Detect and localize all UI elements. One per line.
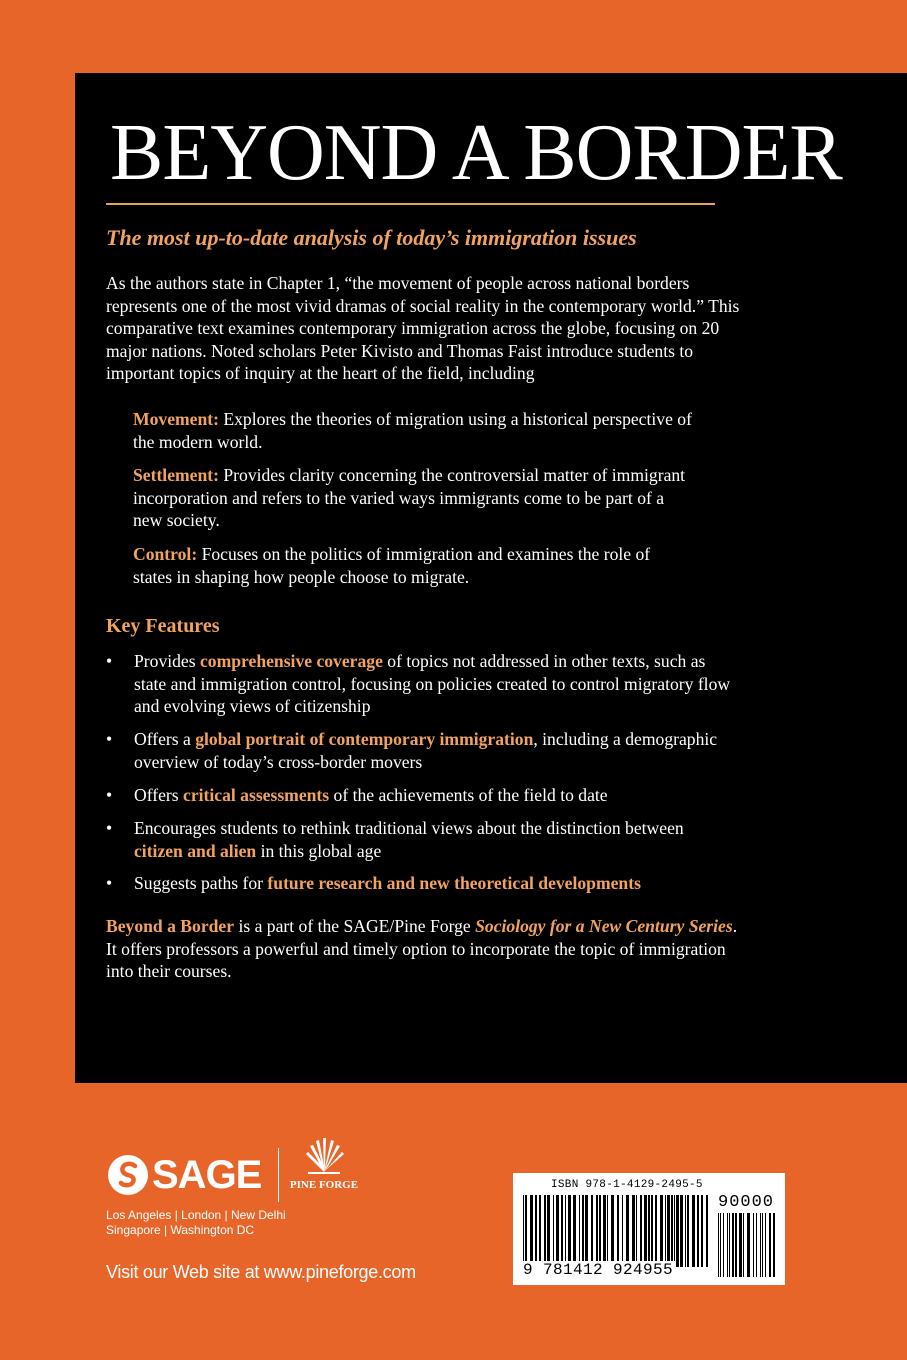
barcode-bar [539, 1195, 541, 1267]
barcode-bar [599, 1195, 601, 1267]
barcode-bar [632, 1195, 635, 1267]
title-divider [106, 203, 715, 205]
sage-wordmark: SAGE [152, 1152, 262, 1197]
barcode-bar [596, 1195, 598, 1267]
barcode-bar [530, 1195, 533, 1267]
barcode-bar [561, 1195, 563, 1267]
barcode-bar [762, 1213, 763, 1277]
barcode-digits: 9 781412 924955 [523, 1261, 674, 1279]
feature-highlight: global portrait of contemporary immigration [195, 729, 534, 749]
topic-label: Control: [133, 544, 198, 564]
bullet-icon: • [106, 729, 113, 749]
barcode-bar [640, 1195, 642, 1267]
topic-settlement [133, 464, 693, 532]
barcode-bar [706, 1195, 708, 1267]
bullet-icon: • [106, 785, 113, 805]
topic-label: Settlement: [133, 465, 219, 485]
barcode-bar [568, 1195, 571, 1267]
barcode-bar [747, 1213, 750, 1277]
barcode-bar [651, 1195, 653, 1267]
barcode-bars [523, 1195, 709, 1267]
barcode-bar [611, 1195, 614, 1267]
barcode-bar [723, 1213, 724, 1277]
barcode-bar [553, 1195, 554, 1267]
barcode-bar [582, 1195, 584, 1267]
feature-highlight: critical assessments [183, 785, 330, 805]
barcode-bar [648, 1195, 650, 1267]
barcode-bar [756, 1213, 757, 1277]
barcode-bar [773, 1213, 775, 1277]
book-title: BEYOND A BORDER [110, 109, 842, 197]
barcode-bar [676, 1195, 679, 1267]
feature-item: • Encourages students to rethink traditional views about the distinction between citizen and alien in this global age [106, 818, 684, 861]
closing-paragraph: Beyond a Border is a part of the SAGE/Pine Forge Sociology for a New Century Series. It offers professors a powerful and timely option to incorporate the topic of immigration into their courses. [106, 916, 738, 981]
topic-text: Provides clarity concerning the controversial matter of immigrant incorporation and refers to the varied ways immigrants come to be part of a new society. [133, 465, 686, 530]
barcode-bar [692, 1195, 695, 1267]
barcode-bar [644, 1195, 647, 1267]
feature-item: • Offers a global portrait of contemporary immigration, including a demographic overview of today’s cross-border movers [106, 729, 718, 772]
barcode-bar [743, 1213, 744, 1277]
barcode-bar [697, 1195, 699, 1267]
sage-logo [106, 1150, 261, 1200]
topic-control [133, 543, 693, 588]
barcode-bar [547, 1195, 550, 1267]
barcode-bar [680, 1195, 683, 1267]
barcode-bar [735, 1213, 737, 1277]
barcode-bar [732, 1213, 734, 1277]
barcode-bar [720, 1213, 721, 1277]
topic-label: Movement: [133, 409, 219, 429]
barcode-bar [753, 1213, 754, 1277]
feature-highlight: future research and new theoretical developments [267, 873, 641, 893]
barcode-bar [525, 1195, 527, 1267]
barcode-bar [671, 1195, 673, 1267]
barcode-bar [622, 1195, 623, 1267]
barcode-bar [760, 1213, 761, 1277]
barcode-bar [674, 1195, 675, 1267]
barcode-bar [718, 1213, 719, 1277]
barcode-bar [565, 1195, 566, 1267]
barcode-bar [636, 1195, 637, 1267]
barcode-bar [701, 1195, 703, 1267]
website-link[interactable]: Visit our Web site at www.pineforge.com [106, 1262, 416, 1282]
barcode-bar [603, 1195, 606, 1267]
series-name: Sociology for a New Century Series [475, 916, 733, 936]
barcode-bar [573, 1195, 576, 1267]
barcode-bar [607, 1195, 608, 1267]
barcode-bar [535, 1195, 537, 1267]
barcode-bar [591, 1195, 593, 1267]
price-code: 90000 [718, 1193, 775, 1212]
barcode-bar [579, 1195, 580, 1267]
barcode-bar [585, 1195, 588, 1267]
feature-item: • Provides comprehensive coverage of topics not addressed in other texts, such as state and immigration control, focusing on policies created to control migratory flow and evolving views of citizenship [106, 651, 731, 716]
feature-item: • Offers critical assessments of the achievements of the field to date [106, 785, 608, 805]
publisher-cities: Los Angeles | London | New Delhi Singapore | Washington DC [106, 1208, 286, 1237]
topic-text: Focuses on the politics of immigration and examines the role of states in shaping how people choose to migrate. [133, 544, 651, 587]
barcode-bar [667, 1195, 670, 1267]
tagline: The most up-to-date analysis of today’s immigration issues [106, 225, 637, 250]
barcode-addon-bars [718, 1213, 776, 1277]
feature-highlight: citizen and alien [134, 840, 257, 861]
intro-paragraph: As the authors state in Chapter 1, “the movement of people across national borders represents one of the most vivid dramas of social reality in the contemporary world.” This comparative text examines contemporary immigration across the globe, focusing on 20 major nations. Noted scholars Peter Kivisto and Thomas Faist introduce students to important topics of inquiry at the heart of the field, including [106, 273, 740, 383]
barcode-bar [665, 1195, 666, 1267]
barcode-bar [685, 1195, 686, 1267]
bullet-icon: • [106, 651, 113, 671]
sage-globe-icon [106, 1153, 150, 1197]
closing-book-title: Beyond a Border [106, 916, 235, 936]
barcode-bar [687, 1195, 689, 1267]
barcode-bar [617, 1195, 619, 1267]
barcode-bar [544, 1195, 546, 1267]
barcode-bar [523, 1195, 524, 1267]
barcode-bar [739, 1213, 742, 1277]
logo-divider [278, 1148, 279, 1202]
barcode-bar [729, 1213, 730, 1277]
key-features-heading: Key Features [106, 615, 220, 637]
barcode-bar [556, 1195, 559, 1267]
topic-movement [133, 408, 693, 453]
pine-forge-logo [289, 1132, 359, 1208]
pine-forge-wordmark: PINE FORGE [289, 1179, 359, 1191]
bullet-icon: • [106, 818, 113, 838]
barcode-bar [660, 1195, 663, 1267]
bullet-icon: • [106, 873, 113, 893]
isbn-barcode [513, 1173, 785, 1285]
feature-highlight: comprehensive coverage [199, 651, 383, 671]
isbn-number: ISBN 978-1-4129-2495-5 [551, 1179, 703, 1191]
barcode-bar [626, 1195, 629, 1267]
barcode-bar [727, 1213, 728, 1277]
barcode-bar [765, 1213, 766, 1277]
barcode-bar [655, 1195, 657, 1267]
barcode-bar [769, 1213, 771, 1277]
topic-text: Explores the theories of migration using a historical perspective of the modern world. [133, 409, 692, 452]
feature-item: • Suggests paths for future research and new theoretical developments [106, 873, 641, 893]
